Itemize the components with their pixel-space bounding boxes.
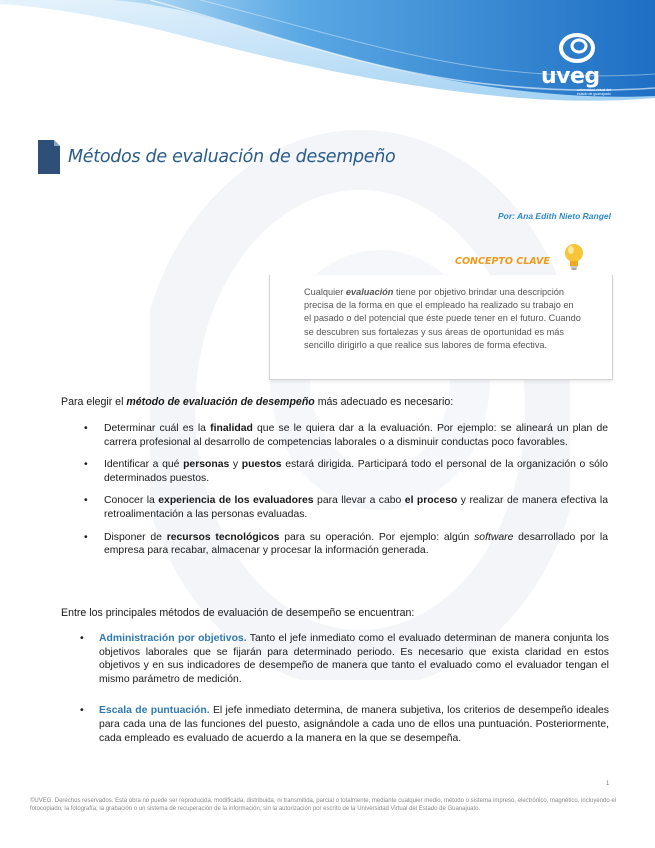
method-description: Tanto el jefe inmediato como el evaluado determinan de manera conjunta los objetivos laborales que se fijarán para determinado periodo. Es necesario que exista claridad en estos objetivos y en sus indicadores de desempeño de manera que tanto el evaluado como el evaluador tengan el mismo parámetro de medición.	[99, 633, 609, 685]
item-keyword: el proceso	[404, 495, 458, 507]
item-keyword: personas	[183, 459, 230, 471]
item-text: que se le quiera dar a la evaluación. Por ejemplo: se alineará un plan de carrera profesional al desarrollo de competencias laborales o a disminuir conductas poco favorables.	[104, 423, 609, 448]
document-icon	[38, 140, 60, 174]
item-text: y	[229, 459, 242, 471]
list-item	[80, 422, 608, 449]
methods-intro: Entre los principales métodos de evaluación de desempeño se encuentran:	[61, 607, 415, 619]
concept-text	[304, 286, 582, 352]
item-italic: software	[474, 531, 514, 543]
item-text: Identificar a qué	[104, 459, 184, 471]
requirements-list	[80, 422, 608, 567]
uveg-logo-mark	[557, 30, 597, 66]
item-text: Determinar cuál es la	[104, 423, 211, 434]
copyright-footer: ©UVEG. Derechos reservados. Esta obra no puede ser reproducida, modificada, distribuida, ni transmitida, parcial o totalmente, mediante cualquier medio, método o sistema impreso, electrónico, magnético, incluyendo el fotocopiado, la fotografía, la grabación o un sistema de recuperación de la información, sin la autorización por escrito de la Universidad Virtual del Estado de Guanajuato.	[30, 798, 617, 812]
bullet: •	[84, 459, 88, 471]
bullet: •	[80, 705, 84, 717]
item-text: para llevar a cabo	[313, 495, 405, 507]
bullet: •	[80, 633, 84, 644]
item-text: y realizar de manera efectiva la retroalimentación a las personas evaluadas.	[104, 495, 608, 520]
item-keyword: recursos tecnológicos	[166, 531, 280, 543]
list-item	[80, 531, 608, 558]
concept-text-start: Cualquier	[304, 287, 346, 297]
author-byline: Por: Ana Edith Nieto Rangel	[497, 211, 611, 221]
method-item	[76, 704, 609, 745]
item-text: para su operación. Por ejemplo: algún	[279, 531, 475, 543]
methods-list	[76, 632, 609, 745]
lightbulb-icon	[563, 242, 585, 272]
bullet: •	[84, 495, 88, 507]
item-keyword: experiencia de los evaluadores	[158, 495, 314, 507]
list-item	[80, 494, 608, 521]
page-number: 1	[606, 781, 610, 787]
intro-text-start: Para elegir el	[61, 396, 127, 408]
method-term: Escala de puntuación.	[99, 705, 210, 717]
concept-label: CONCEPTO CLAVE	[455, 256, 550, 267]
logo-wordmark: uveg	[541, 64, 600, 89]
bullet: •	[84, 423, 88, 434]
item-text: Disponer de	[104, 531, 167, 543]
list-item	[80, 458, 608, 485]
item-text: desarrollado por la empresa para recabar, almacenar y procesar la información generada.	[104, 531, 609, 557]
method-item	[76, 632, 609, 686]
bullet: •	[84, 531, 88, 543]
method-description: El jefe inmediato determina, de manera subjetiva, los criterios de desempeño ideales para cada una de las funciones del puesto, asignándole a cada uno de ellos una puntuación. Posteriormente, cada empleado es evaluado de acuerdo a la manera en la que se desempeña.	[99, 705, 609, 744]
intro-keyword: método de evaluación de desempeño	[126, 396, 315, 408]
intro-paragraph	[61, 396, 621, 408]
item-keyword: puestos	[241, 459, 282, 471]
item-keyword: finalidad	[210, 423, 253, 434]
method-term: Administración por objetivos.	[99, 633, 247, 644]
concept-box	[269, 275, 613, 380]
intro-text-end: más adecuado es necesario:	[314, 396, 454, 408]
item-text: Conocer la	[104, 495, 159, 507]
page-title: Métodos de evaluación de desempeño	[68, 147, 396, 167]
item-text: estará dirigida. Participará todo el personal de la organización o sólo determinados puestos.	[104, 459, 609, 484]
concept-keyword: evaluación	[345, 287, 394, 297]
uveg-logo	[535, 30, 615, 100]
logo-subtext: universidad virtual del estado de guanajuato	[577, 88, 611, 96]
concept-text-rest: tiene por objetivo brindar una descripción precisa de la forma en que el empleado ha realizado su trabajo en el pasado o del potencial que éste puede tener en el futuro. Cuando se descubren sus fortalezas y sus áreas de oportunidad es más sencillo dirigirlo a que realice sus labores de forma efectiva.	[304, 287, 581, 350]
header-banner	[0, 0, 655, 110]
title-row	[38, 139, 395, 175]
